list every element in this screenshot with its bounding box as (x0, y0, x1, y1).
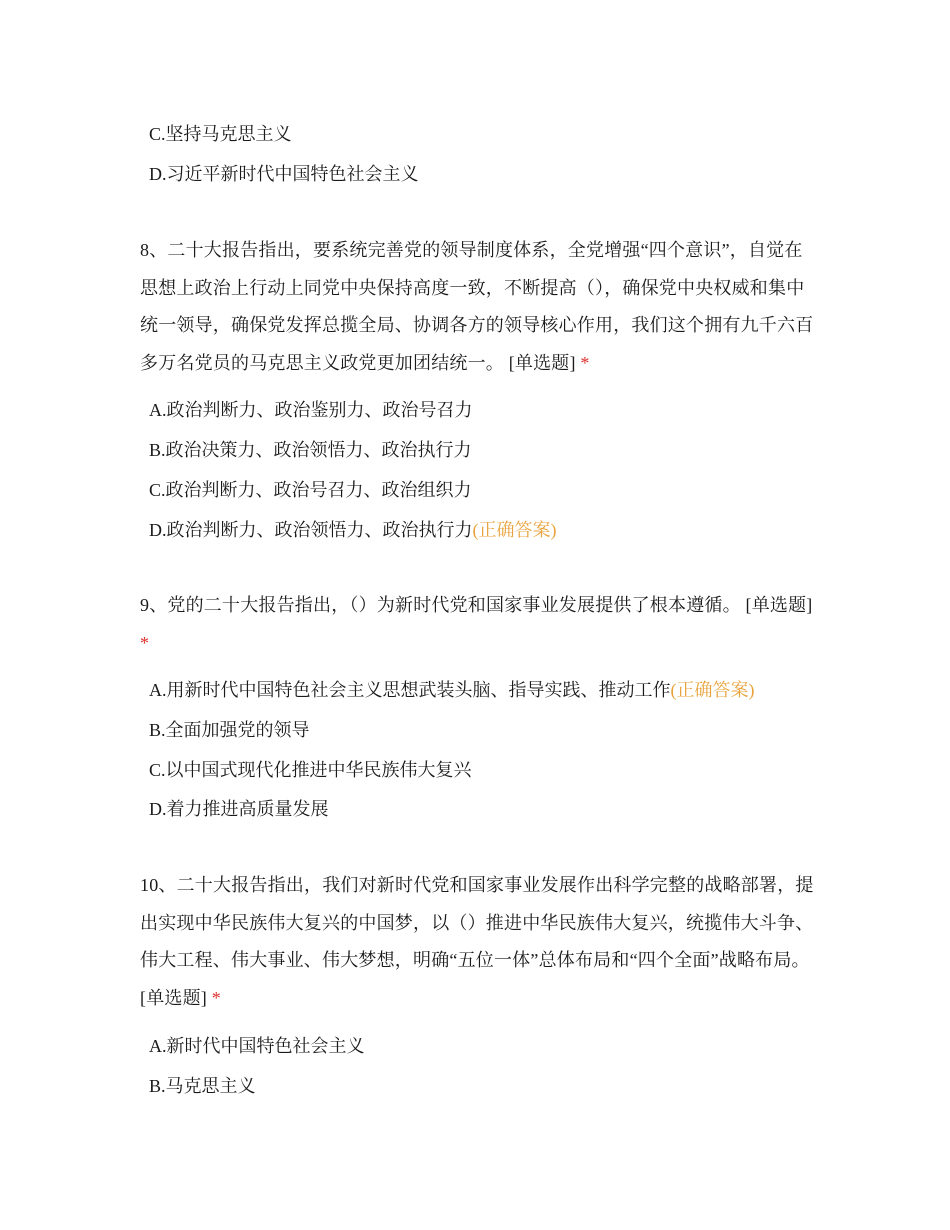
option-label: C.政治判断力、政治号召力、政治组织力 (149, 480, 472, 500)
q9-option-b[interactable] (149, 718, 310, 742)
q8-option-d[interactable] (149, 518, 557, 542)
q7-option-c[interactable] (149, 122, 292, 146)
q9-type-label: [单选题] (745, 595, 813, 615)
required-star: * (580, 352, 590, 373)
correct-answer-tag: (正确答案) (670, 680, 755, 700)
q9-option-c[interactable] (149, 758, 472, 782)
q10-text: 10、二十大报告指出，我们对新时代党和国家事业发展作出科学完整的战略部署，提出实现中华民族伟大复兴的中国梦，以（）推进中华民族伟大复兴，统揽伟大斗争、伟大工程、伟大事业、伟大梦想，明确“五位一体”总体布局和“四个全面”战略布局。 (140, 875, 814, 970)
q10-question (140, 867, 820, 1017)
q8-option-b[interactable] (149, 438, 472, 462)
q8-text: 8、二十大报告指出，要系统完善党的领导制度体系，全党增强“四个意识”，自觉在思想上政治上行动上同党中央保持高度一致，不断提高（），确保党中央权威和集中统一领导，确保党发挥总揽全局、协调各方的领导核心作用，我们这个拥有九千六百多万名党员的马克思主义政党更加团结统一。 (140, 240, 814, 373)
q8-question (140, 232, 820, 382)
required-star: * (140, 632, 150, 653)
option-label: A.新时代中国特色社会主义 (149, 1036, 365, 1056)
option-label: C.以中国式现代化推进中华民族伟大复兴 (149, 760, 472, 780)
option-label: C.坚持马克思主义 (149, 124, 292, 144)
option-label: D.政治判断力、政治领悟力、政治执行力 (149, 520, 473, 540)
q7-option-d[interactable] (149, 162, 419, 186)
q10-type-label: [单选题] (140, 987, 207, 1008)
option-label: B.马克思主义 (149, 1076, 256, 1096)
q8-type-label: [单选题] (508, 352, 576, 373)
q9-option-a[interactable] (149, 678, 755, 702)
q9-option-d[interactable] (149, 797, 329, 821)
q9-question (140, 587, 820, 662)
q8-option-c[interactable] (149, 478, 472, 502)
option-label: A.用新时代中国特色社会主义思想武装头脑、指导实践、推动工作 (149, 680, 671, 700)
correct-answer-tag: (正确答案) (472, 520, 557, 540)
option-label: B.政治决策力、政治领悟力、政治执行力 (149, 440, 472, 460)
q8-option-a[interactable] (149, 398, 473, 422)
option-label: B.全面加强党的领导 (149, 720, 310, 740)
required-star: * (211, 987, 221, 1008)
option-label: A.政治判断力、政治鉴别力、政治号召力 (149, 400, 473, 420)
q9-text: 9、党的二十大报告指出，（）为新时代党和国家事业发展提供了根本遵循。 (140, 595, 741, 615)
q10-option-a[interactable] (149, 1034, 365, 1058)
option-label: D.着力推进高质量发展 (149, 799, 329, 819)
q10-option-b[interactable] (149, 1074, 256, 1098)
option-label: D.习近平新时代中国特色社会主义 (149, 164, 419, 184)
